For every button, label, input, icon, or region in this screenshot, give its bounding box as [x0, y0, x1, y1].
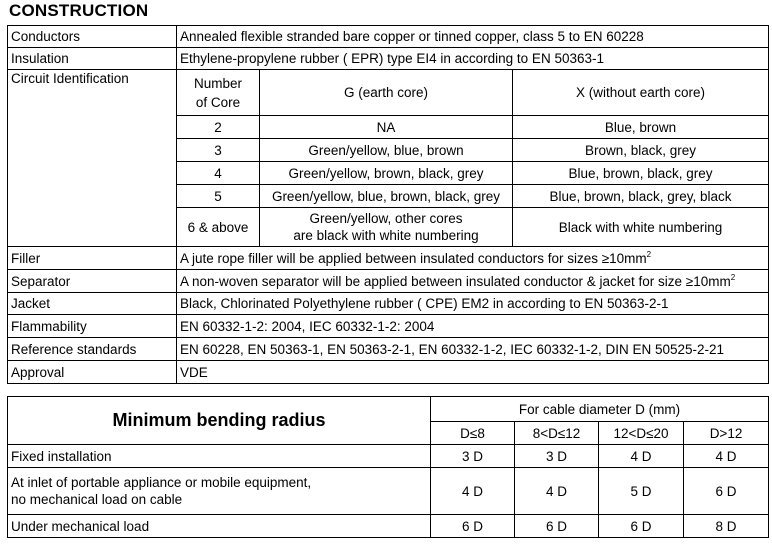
row-jacket: [8, 293, 769, 315]
bending-value: 6 D: [684, 468, 769, 515]
bending-row-label: Under mechanical load: [8, 515, 431, 538]
diameter-header: For cable diameter D (mm): [431, 397, 769, 422]
g-cell-line2: are black with white numbering: [293, 228, 479, 243]
conductors-label: Conductors: [8, 26, 177, 48]
head-cores-text: Number of Core: [193, 75, 242, 110]
row-flammability: [8, 315, 769, 338]
bending-value: 3 D: [515, 445, 599, 468]
separator-label: Separator: [8, 270, 177, 293]
separator-text: A non-woven separator will be applied between insulated conductor & jacket for size ≥10mm: [180, 273, 731, 289]
bending-value: 4 D: [684, 445, 769, 468]
circuit-label: Circuit Identification: [8, 70, 177, 247]
x-cell: Brown, black, grey: [513, 139, 769, 162]
cores-cell: 2: [177, 116, 260, 139]
filler-value: [177, 247, 769, 270]
bending-value: 3 D: [431, 445, 515, 468]
circuit-head-x: X (without earth core): [513, 70, 769, 116]
insulation-label: Insulation: [8, 48, 177, 70]
range-header: D>12: [684, 422, 769, 445]
g-cell: NA: [260, 116, 513, 139]
cores-cell: 4: [177, 162, 260, 185]
bending-value: 4 D: [431, 468, 515, 515]
row-approval: [8, 361, 769, 384]
approval-label: Approval: [8, 361, 177, 384]
construction-table: [7, 25, 769, 384]
range-header: D≤8: [431, 422, 515, 445]
filler-sup: 2: [646, 249, 652, 259]
g-cell: Green/yellow, blue, brown: [260, 139, 513, 162]
conductors-value: Annealed flexible stranded bare copper or tinned copper, class 5 to EN 60228: [177, 26, 769, 48]
x-cell: Blue, brown: [513, 116, 769, 139]
row-reference: [8, 338, 769, 361]
g-cell: Green/yellow, blue, brown, black, grey: [260, 185, 513, 208]
cores-cell: 5: [177, 185, 260, 208]
row-insulation: [8, 48, 769, 70]
bending-value: 8 D: [684, 515, 769, 538]
row-separator: [8, 270, 769, 293]
bending-value: 4 D: [599, 445, 684, 468]
range-header: 8<D≤12: [515, 422, 599, 445]
bending-value: 5 D: [599, 468, 684, 515]
construction-title: CONSTRUCTION: [9, 1, 149, 20]
row-circuit-header: [8, 70, 769, 116]
bending-row: [8, 445, 769, 468]
bending-row-label-line1: At inlet of portable appliance or mobile equipment,: [11, 475, 312, 490]
x-cell: Black with white numbering: [513, 208, 769, 247]
flammability-label: Flammability: [8, 315, 177, 338]
flammability-value: EN 60332-1-2: 2004, IEC 60332-1-2: 2004: [177, 315, 769, 338]
g-cell: [260, 208, 513, 247]
bending-header-row: [8, 397, 769, 422]
x-cell: Blue, brown, black, grey: [513, 162, 769, 185]
bending-row-label: [8, 468, 431, 515]
bending-row: [8, 515, 769, 538]
g-cell-line1: Green/yellow, other cores: [309, 211, 463, 226]
circuit-head-g: G (earth core): [260, 70, 513, 116]
bending-row: [8, 468, 769, 515]
insulation-value: Ethylene-propylene rubber ( EPR) type EI4 in according to EN 50363-1: [177, 48, 769, 70]
row-conductors: [8, 26, 769, 48]
row-filler: [8, 247, 769, 270]
cores-cell: 3: [177, 139, 260, 162]
bending-value: 6 D: [599, 515, 684, 538]
g-cell: Green/yellow, brown, black, grey: [260, 162, 513, 185]
x-cell: Blue, brown, black, grey, black: [513, 185, 769, 208]
reference-label: Reference standards: [8, 338, 177, 361]
bending-row-label: Fixed installation: [8, 445, 431, 468]
bending-title: Minimum bending radius: [8, 397, 431, 445]
separator-sup: 2: [730, 272, 736, 282]
bending-row-label-line2: no mechanical load on cable: [11, 492, 183, 507]
bending-value: 4 D: [515, 468, 599, 515]
separator-value: [177, 270, 769, 293]
bending-value: 6 D: [515, 515, 599, 538]
range-header: 12<D≤20: [599, 422, 684, 445]
bending-value: 6 D: [431, 515, 515, 538]
jacket-value: Black, Chlorinated Polyethylene rubber ( CPE) EM2 in according to EN 50363-2-1: [177, 293, 769, 315]
reference-value: EN 60228, EN 50363-1, EN 50363-2-1, EN 60332-1-2, IEC 60332-1-2, DIN EN 50525-2-21: [177, 338, 769, 361]
jacket-label: Jacket: [8, 293, 177, 315]
filler-label: Filler: [8, 247, 177, 270]
cores-cell: 6 & above: [177, 208, 260, 247]
approval-value: VDE: [177, 361, 769, 384]
filler-text: A jute rope filler will be applied between insulated conductors for sizes ≥10mm: [180, 250, 647, 266]
circuit-head-cores: [177, 70, 260, 116]
bending-radius-table: [7, 396, 769, 538]
